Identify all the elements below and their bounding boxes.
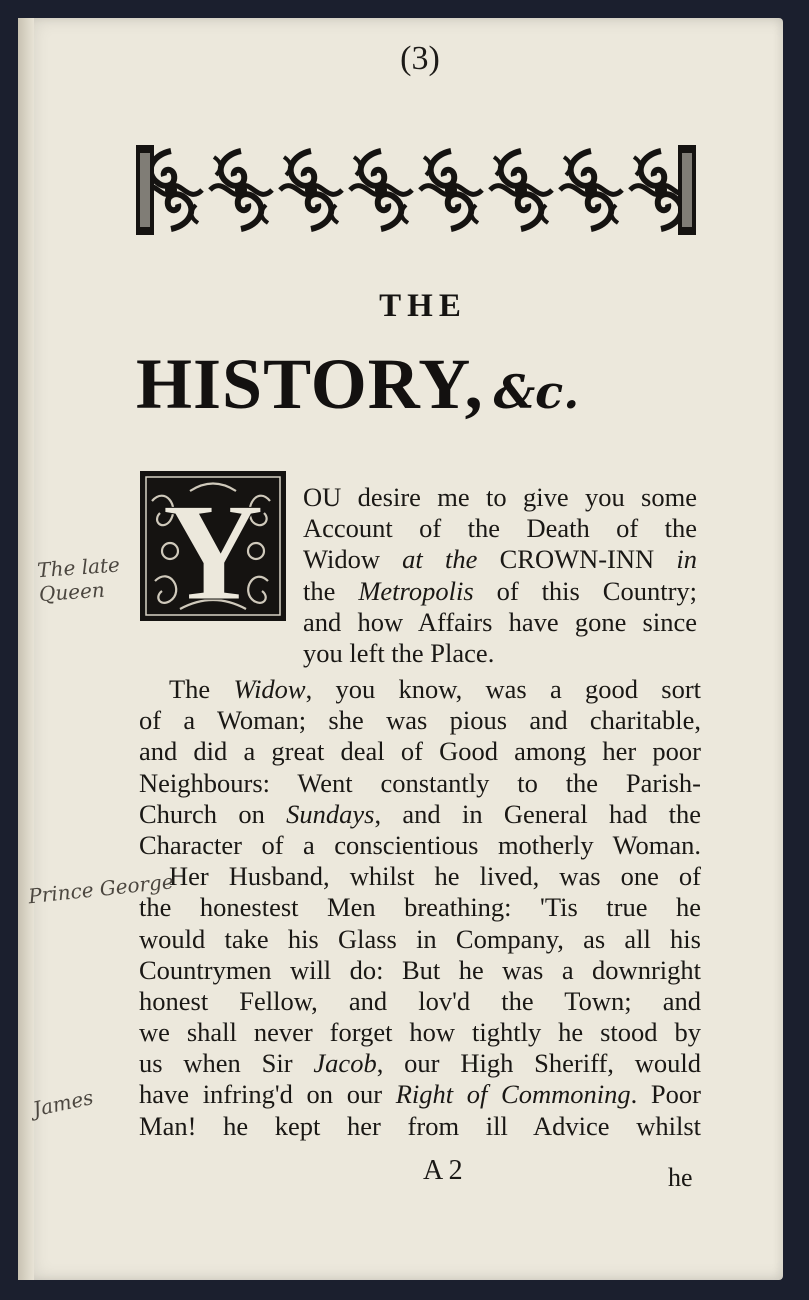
text-line: OU desire me to give you some [303, 482, 697, 512]
catchword: he [668, 1163, 693, 1192]
text-line: we shall never forget how tightly he stood by [139, 1017, 701, 1048]
body-paragraph [139, 674, 701, 1142]
page-gutter [18, 18, 34, 1280]
text-line: the honestest Men breathing: 'Tis true he [139, 892, 701, 923]
text-line: Account of the Death of the [303, 513, 697, 544]
decorated-initial-y [140, 471, 286, 621]
text-line: have infring'd on our Right of Commoning. Poor [139, 1079, 701, 1110]
ornamental-headpiece [136, 145, 696, 235]
text-line: Church on Sundays, and in General had the [139, 798, 702, 829]
heading-history: HISTORY, [136, 344, 484, 424]
heading-title [136, 343, 696, 433]
text-line: you left the Place. [303, 637, 495, 668]
book-page [18, 18, 783, 1280]
intro-paragraph [303, 482, 697, 669]
heading-etc: &c. [493, 365, 580, 419]
text-line: and did a great deal of Good among her poor [139, 736, 701, 767]
signature-mark: A 2 [423, 1155, 463, 1186]
text-line: Character of a conscientious motherly Woman. [139, 829, 701, 860]
text-line: Man! he kept her from ill Advice whilst [139, 1110, 701, 1141]
margin-note-prince-george: Prince George [27, 869, 175, 909]
text-line: us when Sir Jacob, our High Sheriff, would [139, 1048, 702, 1079]
text-line: the Metropolis of this Country; [303, 575, 698, 606]
text-line: The Widow, you know, was a good sort [169, 674, 701, 704]
heading-the: THE [379, 288, 467, 324]
text-line: would take his Glass in Company, as all his [139, 923, 701, 954]
margin-note-late-queen: The late Queen [36, 552, 121, 607]
text-line: Her Husband, whilst he lived, was one of [169, 861, 701, 892]
text-line: honest Fellow, and lov'd the Town; and [139, 985, 701, 1016]
dropcap-letter: Y [162, 475, 264, 621]
text-line: of a Woman; she was pious and charitable, [139, 705, 701, 736]
page-number: (3) [400, 40, 440, 77]
margin-note-james: James [30, 1085, 96, 1122]
text-line: Neighbours: Went constantly to the Parish- [139, 767, 701, 798]
text-line: and how Affairs have gone since [303, 606, 697, 637]
text-line: Widow at the CROWN-INN in [303, 544, 697, 575]
text-line: Countrymen will do: But he was a downright [139, 954, 701, 985]
